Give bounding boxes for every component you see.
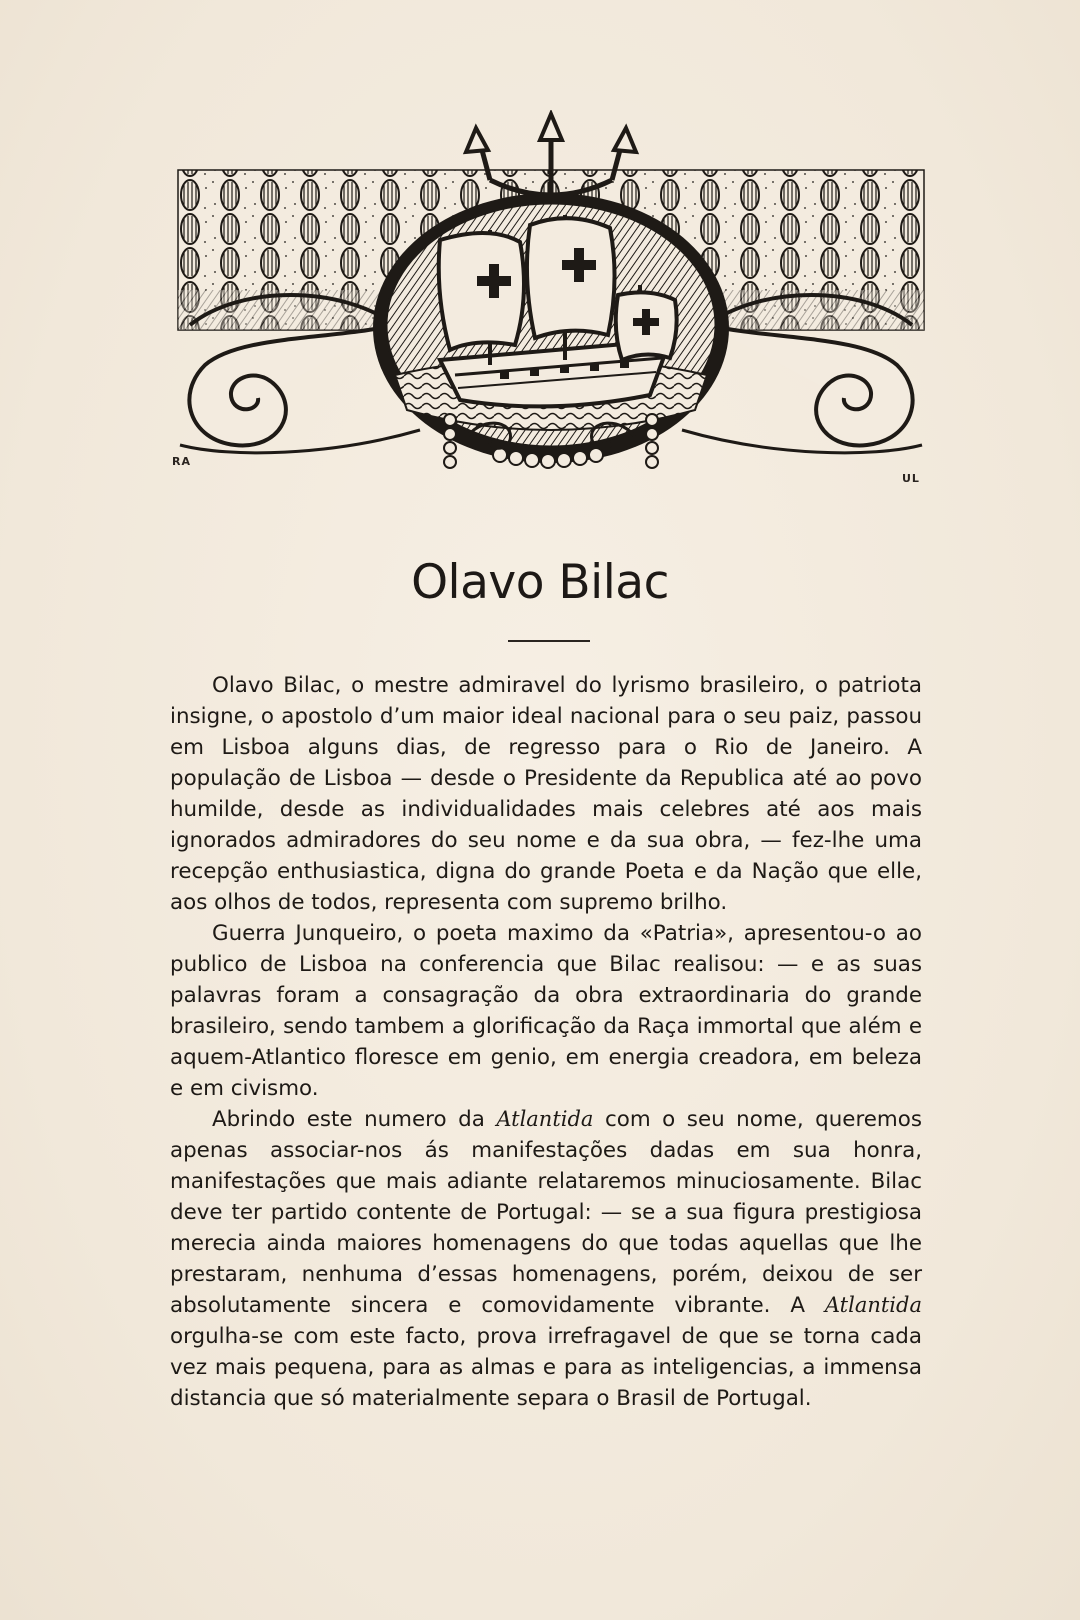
paragraph-3-text-b: com o seu nome, queremos apenas associar-nos ás manifestações dadas em sua honra, manifestações que mais adiante relataremos minuciosamente. Bilac deve ter partido contente de Portugal: — se a sua figura prestigiosa merecia ainda maiores homenagens do que todas aquellas que lhe prestaram, nenhuma d’essas homenagens, porém, deixou de ser absolutamente sincera e comovidamente vibrante. A bbox=[170, 1107, 922, 1318]
title-divider bbox=[508, 640, 590, 642]
article-body bbox=[170, 670, 922, 1414]
illustrator-signature-right: UL bbox=[902, 472, 920, 485]
paragraph-3-text-a: Abrindo este numero da bbox=[212, 1107, 497, 1132]
paragraph-3-italic-atlantida: Atlantida bbox=[496, 1107, 594, 1131]
paragraph-1: Olavo Bilac, o mestre admiravel do lyrismo brasileiro, o patriota insigne, o apostolo d’um maior ideal nacional para o seu paiz, passou em Lisboa alguns dias, de regresso para o Rio de Janeiro. A população de Lisboa — desde o Presidente da Republica até ao povo humilde, desde as individualidades mais celebres até aos mais ignorados admiradores do seu nome e da sua obra, — fez-lhe uma recepção enthusiastica, digna do grande Poeta e da Nação que elle, aos olhos de todos, representa com supremo brilho. bbox=[170, 673, 922, 915]
paragraph-2: Guerra Junqueiro, o poeta maximo da «Patria», apresentou-o ao publico de Lisboa na conferencia que Bilac realisou: — e as suas palavras foram a consagração da obra extraordinaria do grande brasileiro, sendo tambem a glorificação da Raça immortal que além e aquem-Atlantico floresce em genio, em energia creadora, em beleza e em civismo. bbox=[170, 921, 922, 1101]
paragraph-3-italic-atlantida-2: Atlantida bbox=[824, 1293, 922, 1317]
illustrator-signature-left: RA bbox=[172, 455, 191, 468]
article-title: Olavo Bilac bbox=[411, 555, 669, 610]
caravel-ornament-illustration bbox=[170, 110, 932, 490]
paragraph-3-text-c: orgulha-se com este facto, prova irrefragavel de que se torna cada vez mais pequena, para as almas e para as inteligencias, a immensa distancia que só materialmente separa o Brasil de Portugal. bbox=[170, 1324, 922, 1411]
paragraph-3 bbox=[170, 1104, 922, 1414]
